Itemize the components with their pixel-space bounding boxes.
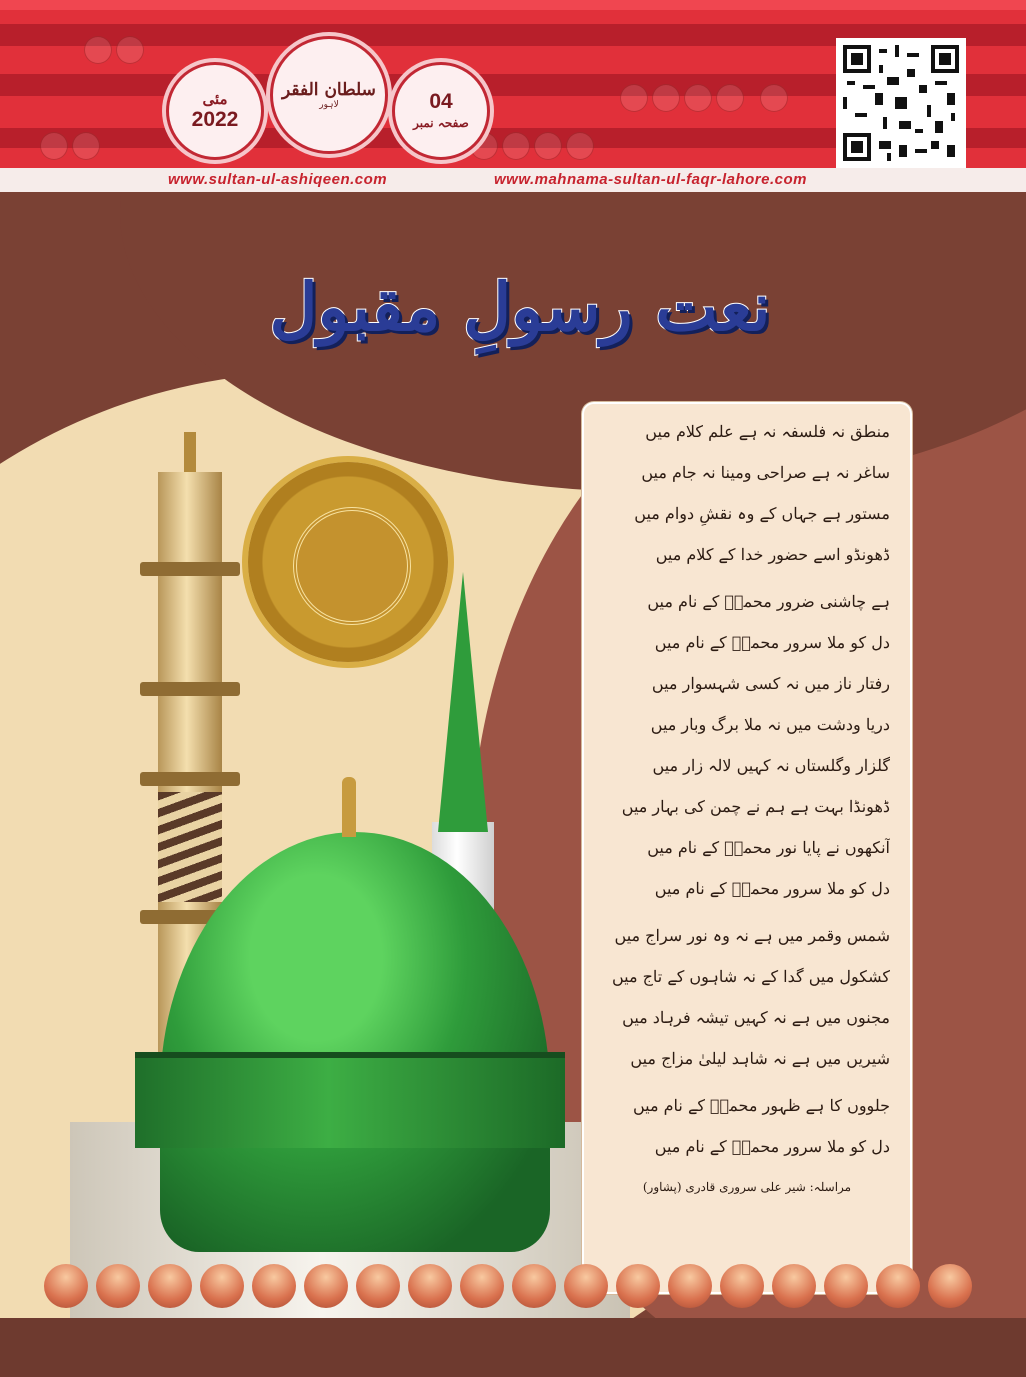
page-number: 04	[429, 90, 453, 113]
website-url-bar	[0, 168, 1026, 192]
decor-dot	[40, 132, 68, 160]
decor-dot	[72, 132, 100, 160]
qr-code	[836, 38, 966, 168]
poem-line: دل کو ملا سرور محمدؐ کے نام میں	[654, 1137, 890, 1156]
poem-line: آنکھوں نے پایا نور محمدؐ کے نام میں	[647, 838, 890, 857]
issue-month: مئی	[202, 90, 228, 108]
poem-line: ہے چاشنی ضرور محمدؐ کے نام میں	[647, 592, 890, 611]
header-banner	[0, 0, 1026, 168]
poem-line: مستور ہے جہاں کے وہ نقشِ دوام میں	[634, 504, 890, 523]
poem-credit: مراسلہ: شیر علی سروری قادری (پشاور)	[642, 1180, 852, 1194]
header-top-band	[0, 0, 1026, 10]
magazine-logo-badge	[270, 36, 388, 154]
decor-dot	[716, 84, 744, 112]
magazine-city: لاہور	[319, 100, 339, 110]
decor-dot	[566, 132, 594, 160]
website-url-left[interactable]: www.sultan-ul-ashiqeen.com	[168, 171, 388, 188]
poem-line: رفتار ناز میں نہ کسی شہسوار میں	[651, 674, 890, 693]
issue-date-badge	[166, 62, 264, 160]
decor-dot	[84, 36, 112, 64]
poem-line: کشکول میں گدا کے نہ شاہوں کے تاج میں	[611, 967, 890, 986]
decor-dot	[760, 84, 788, 112]
poem-line: دل کو ملا سرور محمدؐ کے نام میں	[654, 633, 890, 652]
decor-dot	[652, 84, 680, 112]
decor-dot	[534, 132, 562, 160]
decorative-circle-row	[0, 1264, 1026, 1314]
poem-line: دریا ودشت میں نہ ملا برگ وبار میں	[650, 715, 890, 734]
magazine-name: سلطان الفقر	[282, 80, 376, 100]
dome-drum	[135, 1052, 565, 1148]
page-number-badge	[392, 62, 490, 160]
poem-line: ڈھونڈو اسے حضور خدا کے کلام میں	[655, 545, 890, 564]
decor-dot	[116, 36, 144, 64]
page-title: نعت رسولِ مقبول	[269, 268, 771, 346]
decor-dot	[502, 132, 530, 160]
issue-year: 2022	[191, 108, 239, 131]
decor-dot	[620, 84, 648, 112]
poem-box	[582, 402, 912, 1294]
page-artwork	[0, 192, 1026, 1318]
poem-line: دل کو ملا سرور محمدؐ کے نام میں	[654, 879, 890, 898]
poem-line: شیریں میں ہے نہ شاہد لیلیٰ مزاج میں	[630, 1049, 890, 1068]
footer-band	[0, 1318, 1026, 1377]
poem-line: مجنوں میں ہے نہ کہیں تیشہ فرہاد میں	[622, 1008, 890, 1027]
calligraphy-medallion	[248, 462, 448, 662]
poem-line: منطق نہ فلسفہ نہ ہے علم کلام میں	[645, 422, 890, 441]
poem-line: ساغر نہ ہے صراحی ومینا نہ جام میں	[641, 463, 890, 482]
decor-dot	[684, 84, 712, 112]
green-spire-illustration	[430, 572, 496, 862]
poem-line: شمس وقمر میں ہے نہ وہ نور سراج میں	[614, 926, 890, 945]
poem-line: جلووں کا ہے ظہور محمدؐ کے نام میں	[632, 1096, 890, 1115]
page-number-label: صفحہ نمبر	[413, 116, 469, 130]
poem-line: ڈھونڈا بہت ہے ہم نے چمن کی بہار میں	[621, 797, 890, 816]
poem-line: گلزار وگلستاں نہ کہیں لالہ زار میں	[652, 756, 890, 775]
website-url-right[interactable]: www.mahnama-sultan-ul-faqr-lahore.com	[494, 171, 807, 188]
dome-finial	[342, 777, 356, 837]
